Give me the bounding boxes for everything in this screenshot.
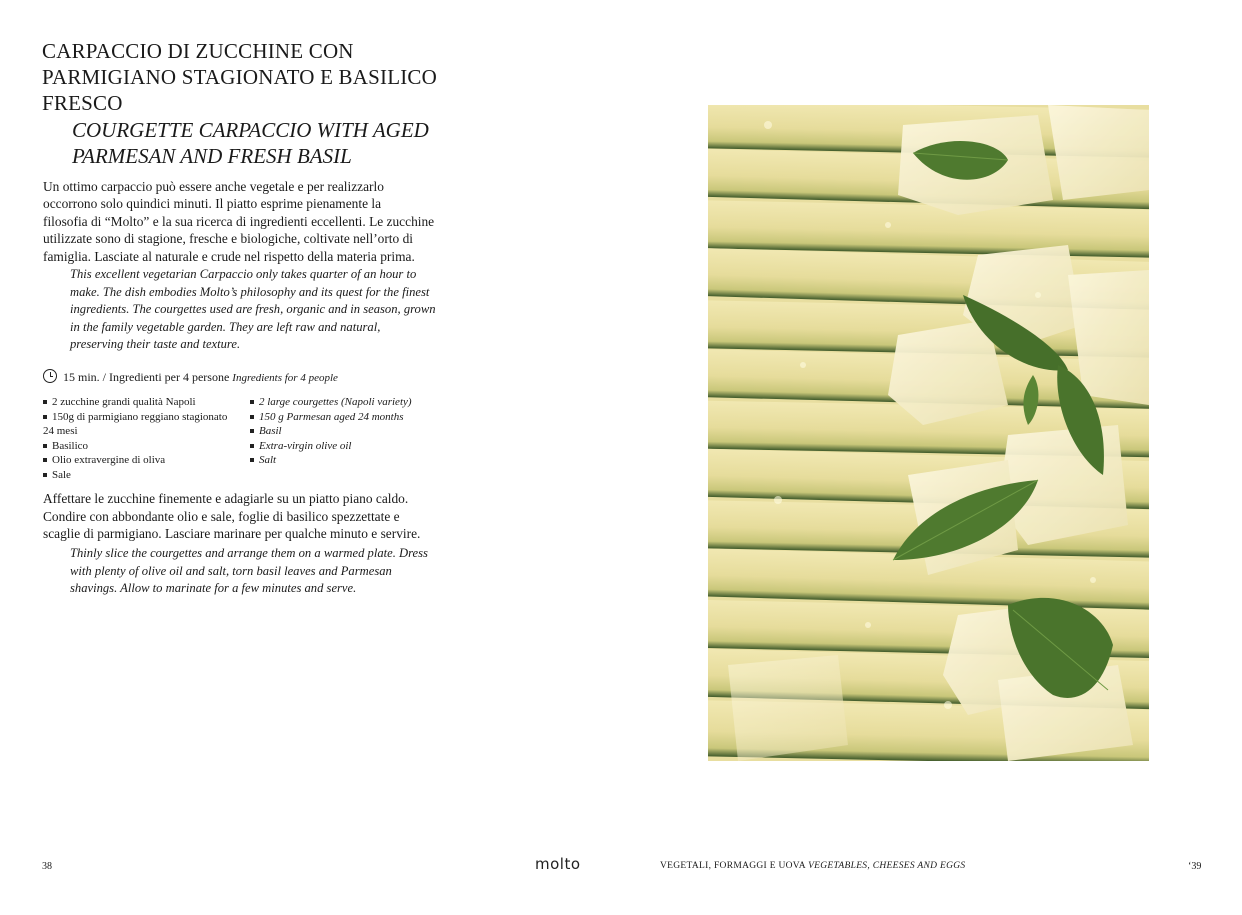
text-line: make. The dish embodies Molto’s philosophy and its quest for the finest bbox=[70, 284, 430, 299]
ingredient-text: 150 g Parmesan aged 24 months bbox=[259, 410, 404, 423]
bullet-icon bbox=[250, 429, 254, 433]
title-line: COURGETTE CARPACCIO WITH AGED bbox=[72, 118, 429, 142]
list-item bbox=[250, 453, 460, 468]
list-item bbox=[43, 395, 248, 410]
title-line: PARMIGIANO STAGIONATO E BASILICO bbox=[42, 65, 437, 89]
section-english: VEGETABLES, CHEESES AND EGGS bbox=[808, 861, 966, 871]
text-line: Condire con abbondante olio e sale, foglie di basilico spezzettate e bbox=[43, 508, 400, 524]
ingredients-italian bbox=[43, 395, 248, 483]
text-line: Un ottimo carpaccio può essere anche vegetale e per realizzarlo bbox=[43, 179, 384, 194]
title-line: FRESCO bbox=[42, 91, 123, 115]
list-item bbox=[43, 439, 248, 454]
text-line: occorrono solo quindici minuti. Il piatto esprime pienamente la bbox=[43, 196, 382, 212]
molto-logo: molto bbox=[535, 855, 581, 873]
text-line: famiglia. Lasciate al naturale e crude nel rispetto della materia prima. bbox=[43, 248, 415, 264]
list-item bbox=[250, 439, 460, 454]
page-number-left: 38 bbox=[42, 861, 52, 872]
ingredient-text: 24 mesi bbox=[43, 425, 78, 438]
text-line: shavings. Allow to marinate for a few minutes and serve. bbox=[70, 581, 357, 596]
bullet-icon bbox=[43, 415, 47, 419]
bullet-icon bbox=[250, 444, 254, 448]
method-italian bbox=[43, 490, 458, 543]
list-item bbox=[250, 424, 460, 439]
bullet-icon bbox=[43, 444, 47, 448]
bullet-icon bbox=[250, 400, 254, 404]
list-item-continuation bbox=[43, 424, 248, 439]
servings-english: Ingredients for 4 people bbox=[232, 372, 338, 384]
list-item bbox=[43, 453, 248, 468]
zucchini-carpaccio-image bbox=[708, 105, 1149, 761]
bullet-icon bbox=[43, 473, 47, 477]
ingredient-text: Basil bbox=[259, 425, 282, 438]
bullet-icon bbox=[250, 458, 254, 462]
bullet-icon bbox=[43, 400, 47, 404]
list-item bbox=[43, 468, 248, 483]
list-item bbox=[250, 410, 460, 425]
prep-time-italian: 15 min. / Ingredienti per 4 persone bbox=[63, 370, 230, 384]
dish-photo bbox=[708, 105, 1149, 761]
recipe-title-english bbox=[72, 117, 462, 169]
title-line: PARMESAN AND FRESH BASIL bbox=[72, 144, 352, 168]
list-item bbox=[43, 410, 248, 425]
ingredient-text: Salt bbox=[259, 454, 277, 467]
text-line: preserving their taste and texture. bbox=[70, 337, 241, 352]
intro-english bbox=[70, 266, 455, 354]
ingredient-text: 150g di parmigiano reggiano stagionato bbox=[52, 410, 228, 423]
list-item bbox=[250, 395, 460, 410]
page-number-right: ‘39 bbox=[1188, 861, 1202, 872]
clock-icon bbox=[43, 369, 57, 383]
section-title bbox=[660, 861, 965, 871]
text-line: scaglie di parmigiano. Lasciare marinare per qualche minuto e servire. bbox=[43, 526, 421, 542]
text-line: filosofia di “Molto” e la sua ricerca di ingredienti eccellenti. Le zucchine bbox=[43, 213, 435, 229]
ingredient-text: Basilico bbox=[52, 439, 89, 452]
ingredient-text: 2 zucchine grandi qualità Napoli bbox=[52, 396, 196, 408]
ingredient-text: Extra-virgin olive oil bbox=[259, 439, 352, 452]
text-line: Affettare le zucchine finemente e adagiarle su un piatto piano caldo. bbox=[43, 491, 409, 506]
intro-italian bbox=[43, 178, 453, 265]
ingredient-text: Olio extravergine di oliva bbox=[52, 454, 166, 467]
text-line: with plenty of olive oil and salt, torn basil leaves and Parmesan bbox=[70, 563, 392, 578]
recipe-title-italian bbox=[42, 38, 462, 116]
bullet-icon bbox=[250, 415, 254, 419]
text-line: utilizzate sono di stagione, fresche e biologiche, coltivate nell’orto di bbox=[43, 231, 413, 247]
text-line: This excellent vegetarian Carpaccio only takes quarter of an hour to bbox=[70, 267, 417, 281]
ingredient-text: Sale bbox=[52, 468, 71, 481]
method-english bbox=[70, 545, 455, 598]
text-line: Thinly slice the courgettes and arrange them on a warmed plate. Dress bbox=[70, 546, 428, 560]
ingredient-text: 2 large courgettes (Napoli variety) bbox=[259, 396, 412, 408]
section-italian: VEGETALI, FORMAGGI E UOVA bbox=[660, 861, 806, 871]
title-line: CARPACCIO DI ZUCCHINE CON bbox=[42, 39, 354, 63]
prep-time-servings bbox=[43, 368, 463, 388]
text-line: in the family vegetable garden. They are left raw and natural, bbox=[70, 319, 381, 334]
text-line: ingredients. The courgettes used are fresh, organic and in season, grown bbox=[70, 302, 436, 317]
bullet-icon bbox=[43, 458, 47, 462]
ingredients-english bbox=[250, 395, 460, 468]
